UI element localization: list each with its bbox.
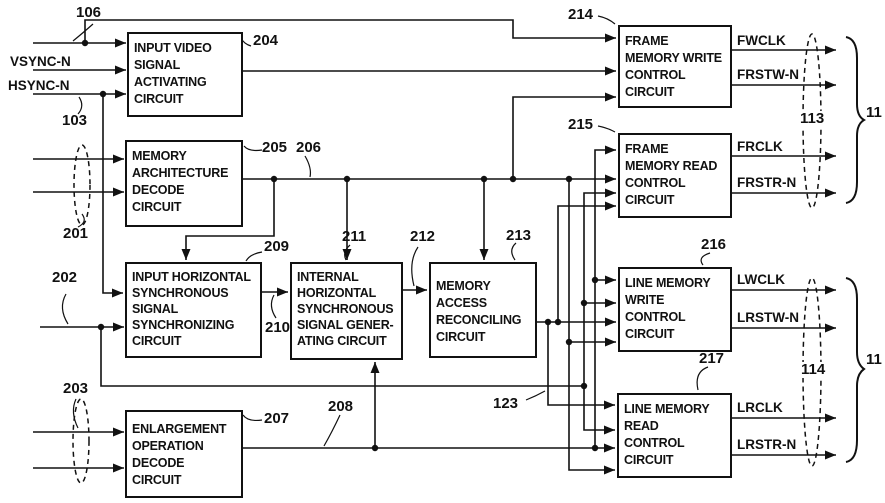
block-215-label: FRAME MEMORY READ CONTROL CIRCUIT [625, 142, 718, 207]
signal-lrstr-n: LRSTR-N [737, 437, 797, 452]
ref-label-216: 216 [701, 236, 727, 253]
ref-label-106: 106 [76, 4, 102, 21]
ref-label-204: 204 [253, 32, 279, 49]
signal-lrstw-n: LRSTW-N [737, 310, 799, 325]
bus-ellipse-203 [73, 399, 89, 483]
block-memory-architecture-decode [125, 140, 243, 227]
ref-label-210: 210 [265, 319, 291, 336]
wire-202-to-217 [584, 386, 615, 430]
brace-line-signals [846, 278, 864, 462]
signal-hsync-n: HSYNC-N [8, 78, 70, 93]
block-internal-horizontal-sync-generating [290, 262, 403, 360]
block-216-label: LINE MEMORY WRITE CONTROL CIRCUIT [625, 276, 711, 341]
ref-label-207: 207 [264, 410, 290, 427]
signal-frstw-n: FRSTW-N [737, 67, 799, 82]
signal-lwclk: LWCLK [737, 272, 785, 287]
block-memory-access-reconciling [429, 262, 537, 358]
brace-frame-signals [846, 37, 864, 203]
wire-123-to-217 [548, 322, 615, 405]
signal-lrclk: LRCLK [737, 400, 783, 415]
ref-label-202: 202 [52, 269, 78, 286]
wire-hsync-to-209 [103, 94, 123, 293]
block-214-label: FRAME MEMORY WRITE CONTROL CIRCUIT [625, 34, 722, 99]
block-209-label: INPUT HORIZONTAL SYNCHRONOUS SIGNAL SYNCHRONIZING CIRCUIT [132, 270, 251, 348]
ref-label-209: 209 [264, 238, 290, 255]
ref-label-11-bottom: 11 [866, 351, 882, 368]
block-207-label: ENLARGEMENT OPERATION DECODE CIRCUIT [132, 422, 227, 487]
block-frame-memory-write-control [618, 25, 732, 108]
block-frame-memory-read-control [618, 133, 732, 218]
ref-label-212: 212 [410, 228, 436, 245]
ref-label-201: 201 [63, 225, 89, 242]
block-enlargement-operation-decode [125, 410, 243, 498]
bus-ellipse-201 [74, 145, 90, 225]
block-205-label: MEMORY ARCHITECTURE DECODE CIRCUIT [132, 149, 229, 214]
ref-label-211: 211 [342, 228, 367, 245]
block-input-horizontal-sync-synchronizing [125, 262, 262, 358]
block-line-memory-read-control [617, 393, 732, 478]
ref-label-213: 213 [506, 227, 532, 244]
wire-123-to-215 [558, 206, 616, 322]
ref-label-11-top: 11 [866, 104, 882, 121]
block-input-video-signal-activating [127, 32, 243, 117]
signal-frstr-n: FRSTR-N [737, 175, 797, 190]
ref-label-215: 215 [568, 116, 594, 133]
ref-label-103: 103 [62, 112, 88, 129]
ref-label-203: 203 [63, 380, 89, 397]
block-211-label: INTERNAL HORIZONTAL SYNCHRONOUS SIGNAL GENER- ATING CIRCUIT [297, 270, 394, 348]
wire-206-to-217 [569, 179, 615, 470]
block-217-label: LINE MEMORY READ CONTROL CIRCUIT [624, 402, 710, 467]
signal-vsync-n: VSYNC-N [10, 54, 71, 69]
wire-202-to-215 [584, 193, 616, 386]
ref-label-114: 114 [801, 361, 826, 378]
ref-label-123: 123 [493, 395, 519, 412]
signal-frclk: FRCLK [737, 139, 783, 154]
ref-label-217: 217 [699, 350, 725, 367]
block-line-memory-write-control [618, 267, 732, 352]
ref-label-206: 206 [296, 139, 322, 156]
ref-label-205: 205 [262, 139, 288, 156]
block-204-label: INPUT VIDEO SIGNAL ACTIVATING CIRCUIT [134, 41, 212, 106]
wire-208-to-215 [595, 150, 616, 448]
signal-fwclk: FWCLK [737, 33, 786, 48]
ref-label-113: 113 [800, 110, 825, 127]
block-213-label: MEMORY ACCESS RECONCILING CIRCUIT [436, 279, 522, 344]
ref-label-214: 214 [568, 6, 594, 23]
ref-label-208: 208 [328, 398, 354, 415]
wire-206-to-214 [513, 97, 616, 179]
